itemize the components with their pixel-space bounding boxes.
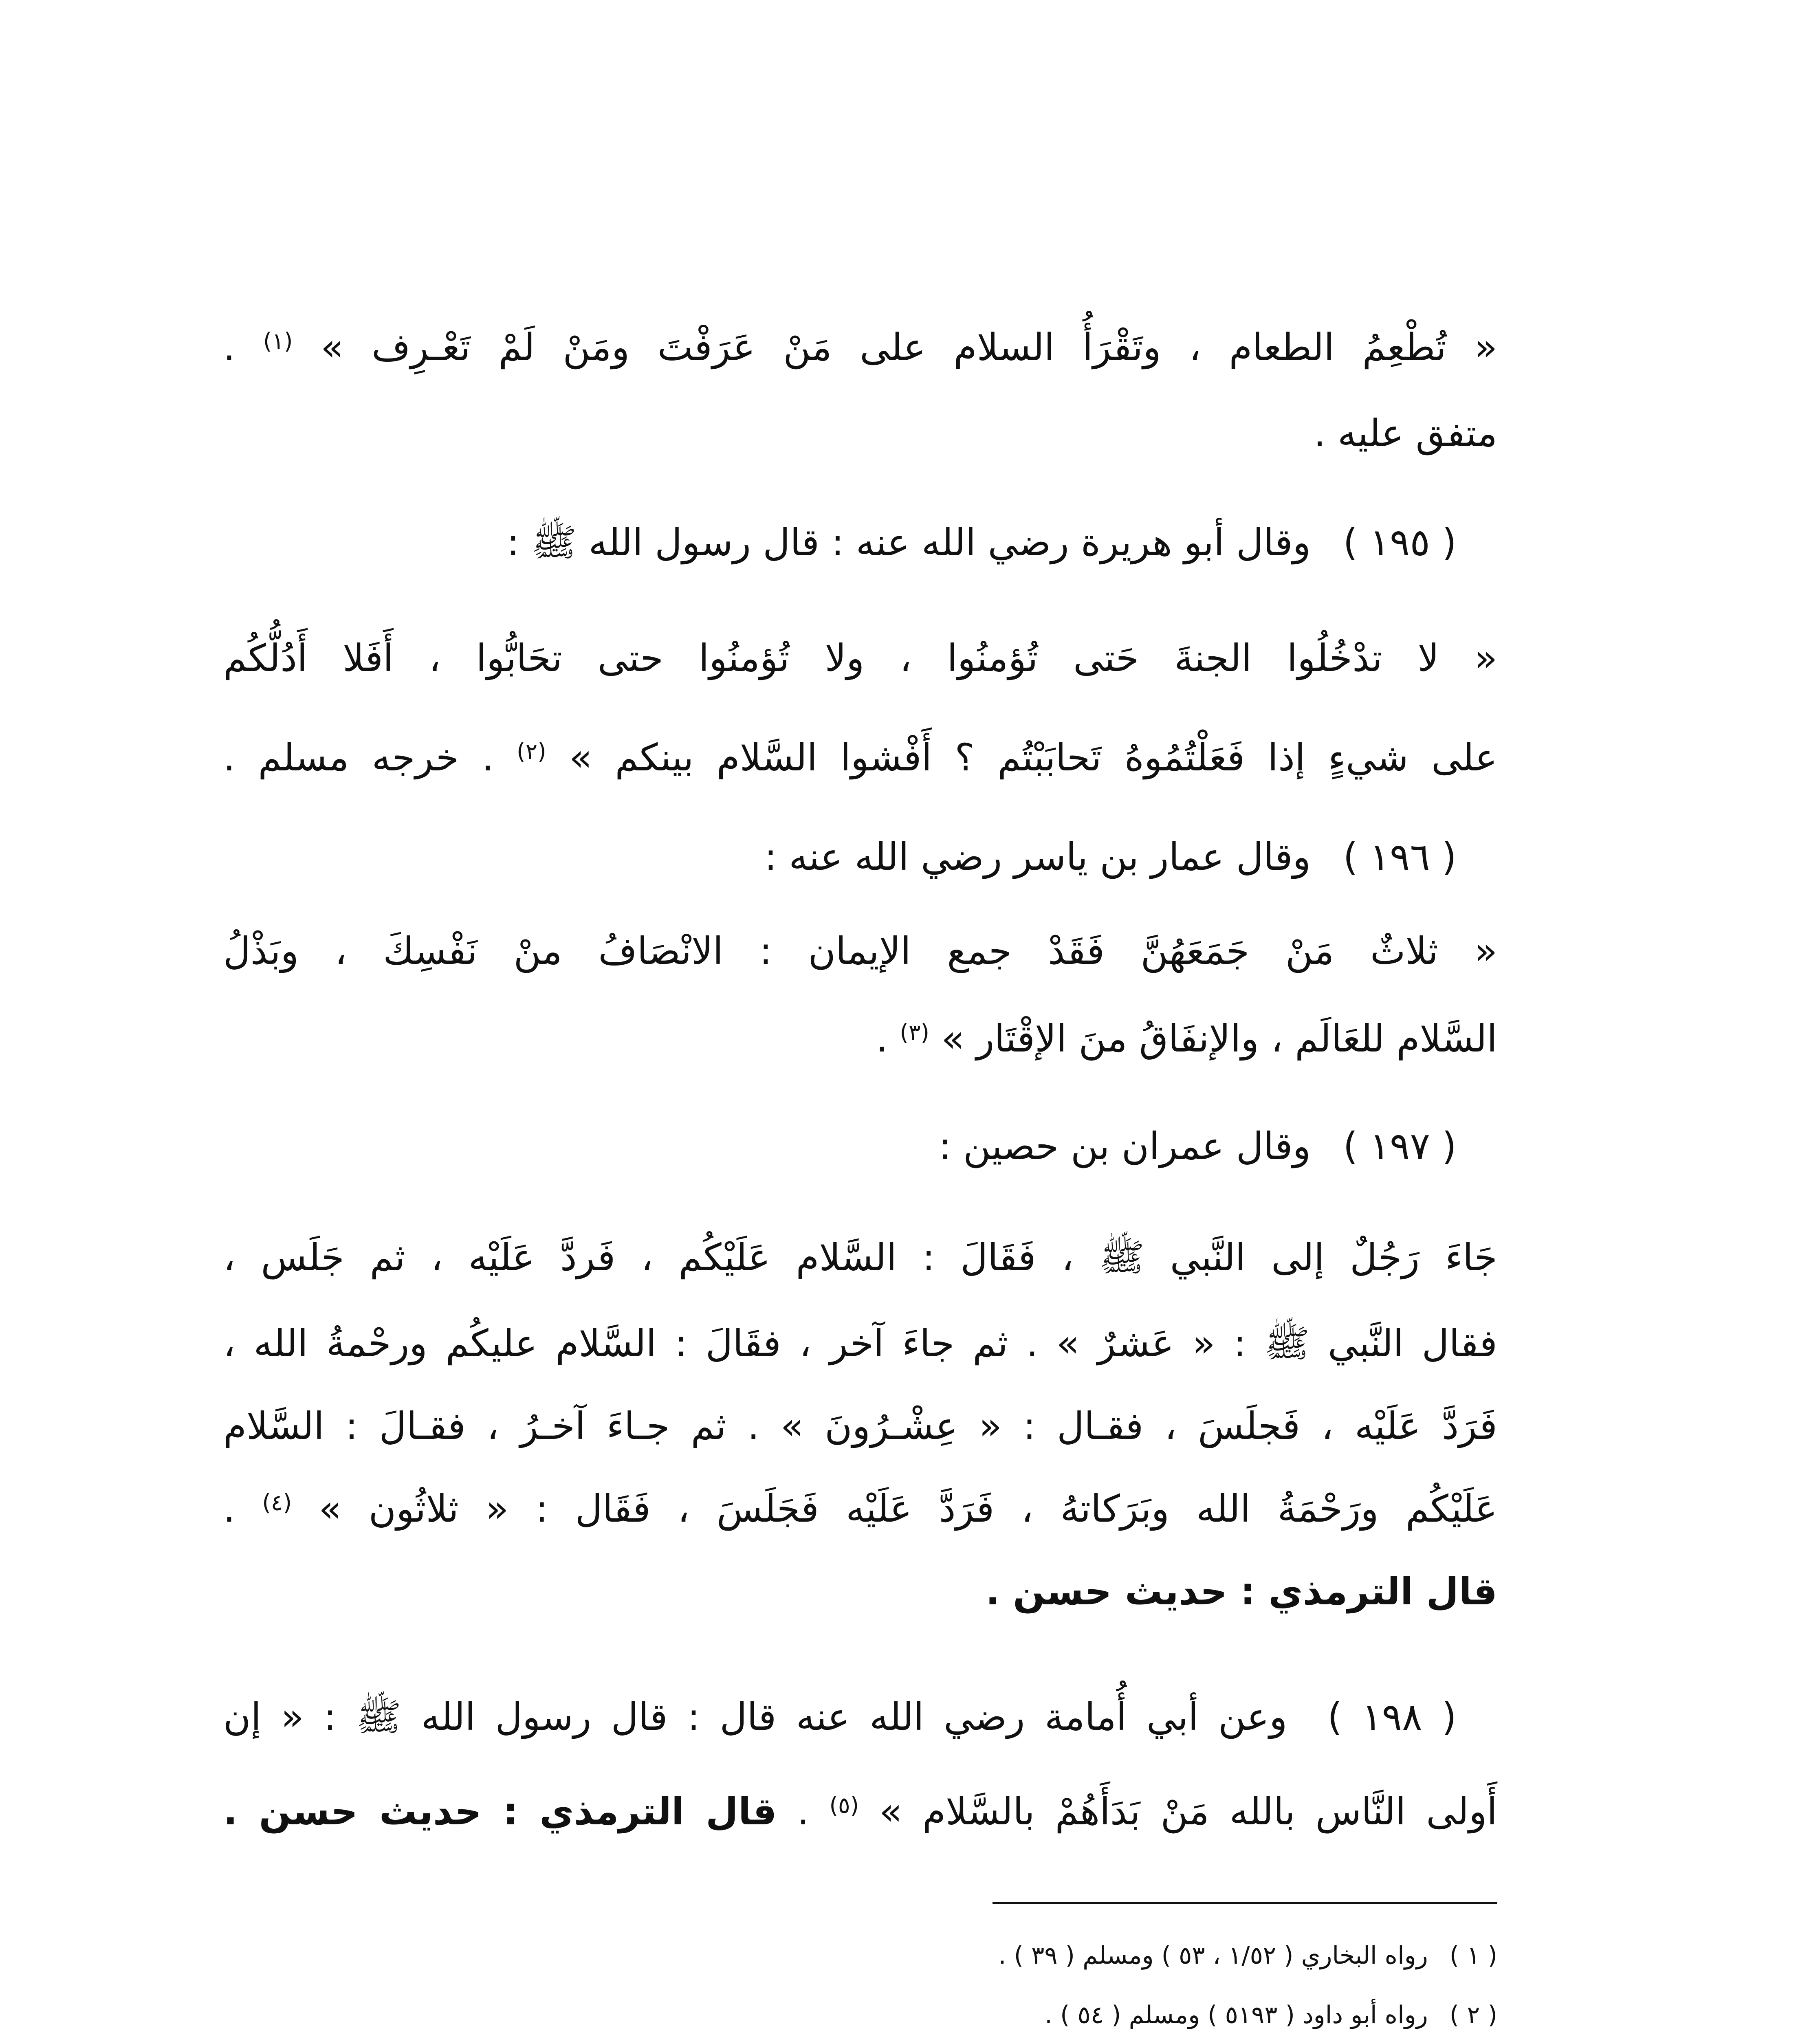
hadith-text: « لا تدْخُلُوا الجنةَ حَتى تُؤمنُوا ، ولا تُؤمنُوا حتى تحَابُّوا ، أَفَلا أَدُلُّكُم: [223, 636, 1497, 680]
line-end: .: [223, 326, 235, 369]
footnote-ref-5: (٥): [829, 1793, 859, 1819]
hadith-narrator: وقال أبو هريرة رضي الله عنه : قال رسول الله ﷺ :: [506, 521, 1311, 564]
footnote-number: ( ٢ ): [1449, 2001, 1497, 2029]
footnote-2: [223, 1986, 1497, 2037]
footnote-text: رواه البخاري ( ١/٥٢ ، ٥٣ ) ومسلم ( ٣٩ ) .: [998, 1941, 1428, 1970]
hadith-text: عَلَيْكُم ورَحْمَةُ الله وبَرَكاتهُ ، فَرَدَّ عَلَيْه فَجَلَسَ ، فَقَال : « ثلاثُون »: [319, 1487, 1498, 1531]
text-line-8: [223, 998, 1497, 1080]
hadith-narrator: وقال عمار بن ياسر رضي الله عنه :: [764, 835, 1311, 879]
footnote-ref-1: (١): [263, 328, 293, 355]
hadith-text: أَولى النَّاس بالله مَنْ بَدَأَهُمْ بالسَّلام »: [879, 1790, 1497, 1833]
hadith-197-header: [223, 1106, 1497, 1187]
hadith-195-header: [223, 502, 1497, 583]
text-line-5: [223, 717, 1497, 799]
footnote-text: رواه أبو داود ( ٥١٩٣ ) ومسلم ( ٥٤ ) .: [1044, 2001, 1428, 2029]
hadith-198-header: [223, 1676, 1497, 1758]
text-line-14: [223, 1551, 1497, 1632]
footnote-ref-2: (٢): [517, 739, 546, 765]
text-line-16: [223, 1771, 1497, 1852]
hadith-narrator: وقال عمران بن حصين :: [938, 1124, 1311, 1168]
grading-text: قال الترمذي : حديث حسن .: [986, 1570, 1497, 1613]
text-line-13: [223, 1468, 1497, 1550]
footnote-1: [223, 1927, 1497, 1984]
line-end: .: [876, 1017, 888, 1060]
line-end: .: [797, 1790, 809, 1833]
grading-text: متفق عليه .: [1314, 411, 1497, 455]
footnote-separator: [993, 1902, 1497, 1904]
footnote-ref-3: (٣): [900, 1020, 930, 1046]
hadith-text: « تُطْعِمُ الطعام ، وتَقْرَأُ السلام على مَنْ عَرَفْتَ ومَنْ لَمْ تَعْـرِف »: [321, 326, 1497, 369]
hadith-number: ( ١٩٨ ): [1327, 1695, 1457, 1739]
line-end: .: [223, 1487, 235, 1531]
text-line-1: [223, 307, 1497, 388]
hadith-number: ( ١٩٥ ): [1343, 521, 1457, 564]
text-line-2: [223, 393, 1497, 474]
hadith-text: جَاءَ رَجُلٌ إلى النَّبي ﷺ ، فَقَالَ : السَّلام عَلَيْكُم ، فَردَّ عَلَيْه ، ثم جَلَس ،: [223, 1236, 1497, 1279]
grading-text: قال الترمذي : حديث حسن .: [223, 1790, 777, 1833]
hadith-196-header: [223, 816, 1497, 898]
hadith-text: السَّلام للعَالَم ، والإنفَاقُ منَ الإقْتَار »: [941, 1017, 1497, 1060]
footnote-ref-4: (٤): [262, 1490, 292, 1516]
hadith-number: ( ١٩٧ ): [1343, 1124, 1457, 1168]
hadith-text: على شيءٍ إذا فَعَلْتُمُوهُ تَحابَبْتُم ؟ أَفْشوا السَّلام بينكم »: [569, 736, 1497, 779]
text-line-7: [223, 911, 1497, 992]
footnote-number: ( ١ ): [1449, 1941, 1497, 1970]
line-end: . خرجه مسلم .: [223, 736, 494, 779]
text-line-11: [223, 1303, 1497, 1384]
text-line-10: [223, 1217, 1497, 1298]
text-line-12: [223, 1386, 1497, 1467]
hadith-text: فَرَدَّ عَلَيْه ، فَجلَسَ ، فقـال : « عِشْـرُونَ » . ثم جـاءَ آخـرُ ، فقـالَ : السَّلام: [223, 1404, 1497, 1448]
hadith-text: فقال النَّبي ﷺ : « عَشرٌ » . ثم جاءَ آخر ، فقَالَ : السَّلام عليكُم ورحْمةُ الله ،: [223, 1322, 1497, 1365]
hadith-narrator: وعن أبي أُمامة رضي الله عنه قال : قال رسول الله ﷺ : « إن: [223, 1695, 1287, 1739]
text-line-4: [223, 618, 1497, 699]
hadith-text: « ثلاثٌ مَنْ جَمَعَهُنَّ فَقَدْ جمع الإيمان : الانْصَافُ منْ نَفْسِكَ ، وبَذْلُ: [223, 929, 1497, 973]
hadith-number: ( ١٩٦ ): [1343, 835, 1457, 879]
